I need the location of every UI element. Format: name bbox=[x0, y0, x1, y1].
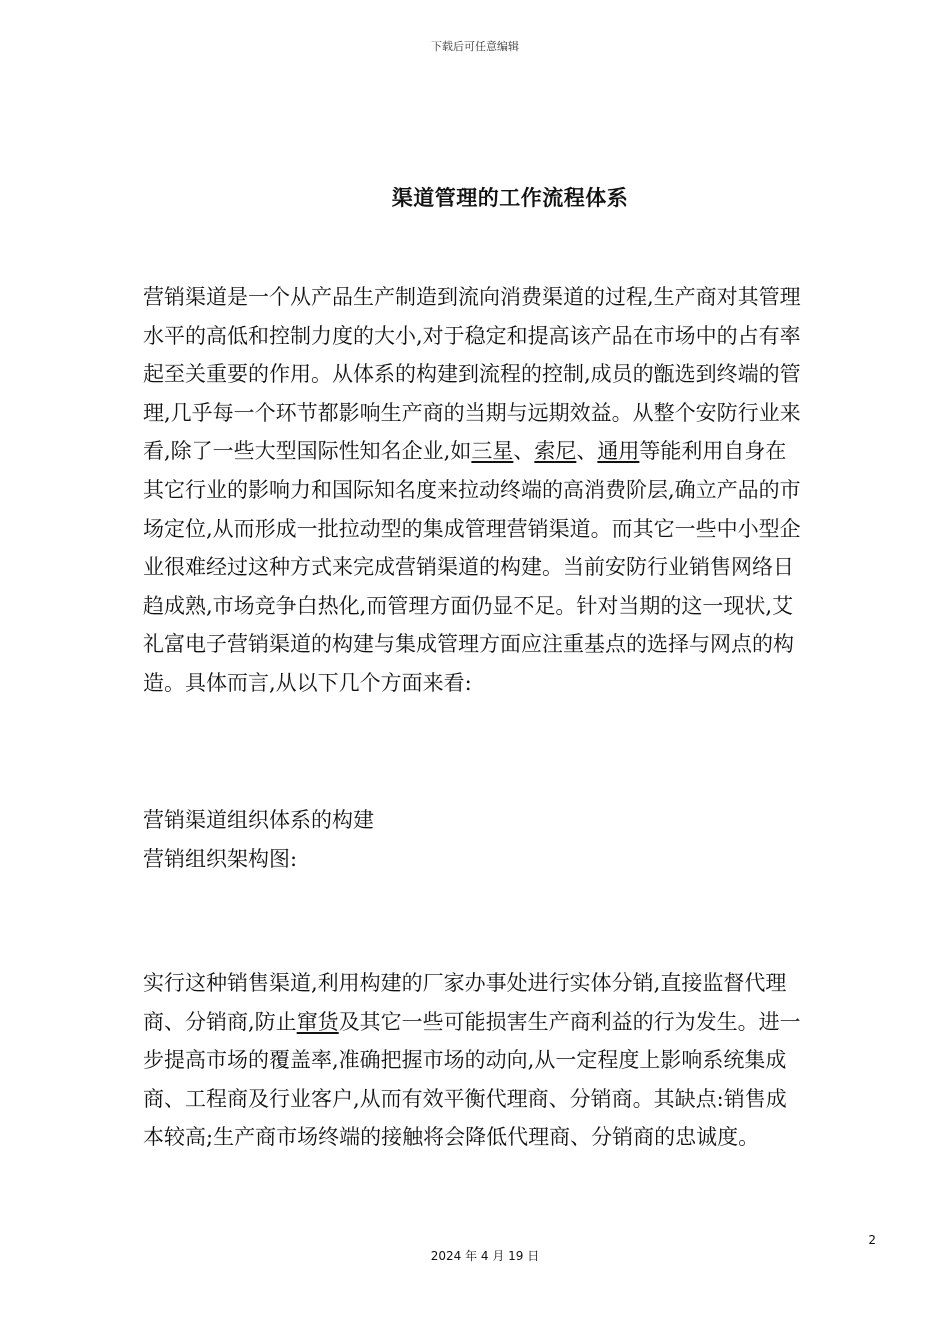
footer-date: 2024 年 4 月 19 日 bbox=[430, 1249, 540, 1263]
paragraph-line: 实行这种销售渠道,利用构建的厂家办事处进行实体分销,直接监督代理 bbox=[143, 971, 787, 995]
paragraph-line: 趋成熟,市场竞争白热化,而管理方面仍显不足。针对当期的这一现状,艾 bbox=[143, 593, 794, 618]
paragraph-line: 商、工程商及行业客户,从而有效平衡代理商、分销商。其缺点:销售成 bbox=[143, 1086, 787, 1111]
separator: 、 bbox=[576, 439, 598, 464]
separator: 、 bbox=[513, 439, 535, 464]
paragraph-line: 理,几乎每一个环节都影响生产商的当期与远期效益。从整个安防行业来 bbox=[143, 400, 801, 425]
paragraph-line: 水平的高低和控制力度的大小,对于稳定和提高该产品在市场中的占有率 bbox=[143, 323, 801, 348]
paragraph-line: 起至关重要的作用。从体系的构建到流程的控制,成员的甑选到终端的管 bbox=[143, 362, 801, 387]
line-text: 及其它一些可能损害生产商利益的行为发生。进一 bbox=[338, 1009, 801, 1034]
paragraph-line: 礼富电子营销渠道的构建与集成管理方面应注重基点的选择与网点的构 bbox=[143, 632, 794, 657]
org-chart-caption: 营销组织架构图: bbox=[143, 847, 298, 871]
header-note: 下载后可任意编辑 bbox=[431, 40, 519, 53]
paragraph-line: 业很难经过这种方式来完成营销渠道的构建。当前安防行业销售网络日 bbox=[143, 555, 794, 580]
section-heading: 营销渠道组织体系的构建 bbox=[143, 808, 374, 832]
line-text: 看,除了一些大型国际性知名企业,如 bbox=[143, 439, 472, 464]
line-text: 商、分销商,防止 bbox=[143, 1009, 297, 1034]
paragraph-line: 场定位,从而形成一批拉动型的集成管理营销渠道。而其它一些中小型企 bbox=[143, 516, 801, 541]
document-title: 渠道管理的工作流程体系 bbox=[391, 186, 629, 210]
paragraph-line: 其它行业的影响力和国际知名度来拉动终端的高消费阶层,确立产品的市 bbox=[143, 477, 801, 502]
paragraph-line-with-link bbox=[143, 1003, 878, 1042]
intro-paragraph bbox=[143, 278, 878, 703]
paragraph-line: 造。具体而言,从以下几个方面来看: bbox=[143, 670, 472, 695]
paragraph-line-with-links bbox=[143, 432, 878, 471]
link-sony[interactable]: 索尼 bbox=[534, 439, 577, 464]
page-number: 2 bbox=[868, 1233, 876, 1247]
link-samsung[interactable]: 三星 bbox=[471, 439, 514, 464]
channel-paragraph bbox=[143, 964, 878, 1157]
link-cuanhuo[interactable]: 窜货 bbox=[296, 1009, 339, 1034]
paragraph-line: 营销渠道是一个从产品生产制造到流向消费渠道的过程,生产商对其管理 bbox=[143, 285, 801, 309]
paragraph-line: 步提高市场的覆盖率,准确把握市场的动向,从一定程度上影响系统集成 bbox=[143, 1048, 787, 1073]
link-ge[interactable]: 通用 bbox=[597, 439, 640, 464]
line-text: 等能利用自身在 bbox=[639, 439, 787, 464]
paragraph-line: 本较高;生产商市场终端的接触将会降低代理商、分销商的忠诚度。 bbox=[143, 1125, 760, 1150]
